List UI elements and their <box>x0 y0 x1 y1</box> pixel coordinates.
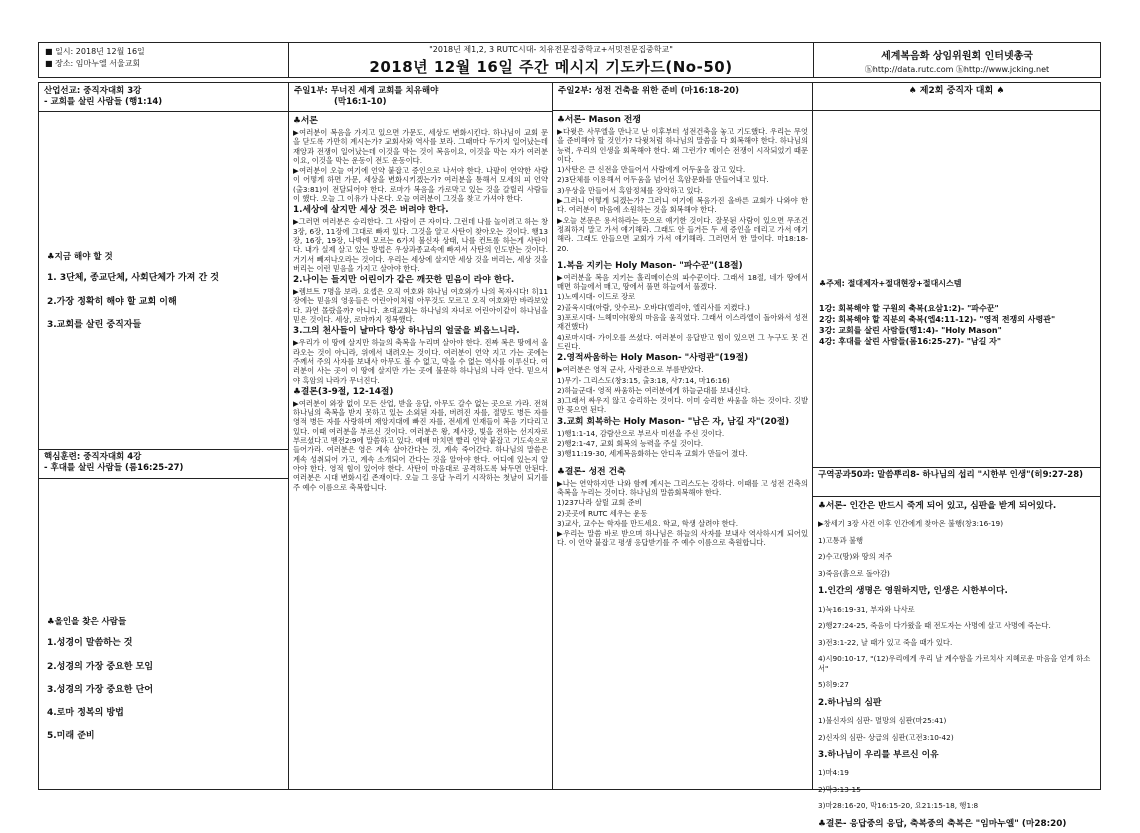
list-item: 1. 3단체, 종교단체, 사회단체가 가져 간 것 <box>47 273 219 284</box>
column-leaders-conference <box>813 83 1100 829</box>
lecture-item: 3강: 교회를 살린 사람들(행1:4)- "Holy Mason" <box>819 326 1002 335</box>
paragraph: 1)마4:19 <box>818 768 849 778</box>
col3-body <box>553 111 812 551</box>
paragraph: 1)행1:1-14, 감람산으로 부르사 미션을 주신 것이다. <box>557 428 725 438</box>
paragraph: ▶렘브트 7명을 보라. 요셉은 오직 여호와 하나님 여호와가 나의 목자시다! 히11장에는 믿음의 영웅들은 어린아이처럼 아무것도 모르고 오직 여호와만 바라보았다. 과연 몰랐을까? 아니다. 초대교회는 하나님의 자녀로 어린아이같이 하나님을 믿은 것이다. 세상, 로마까지 정복했다. <box>293 287 548 325</box>
paragraph: 3)교사, 교수는 학자를 만드세요. 학교, 학생 살려야 한다. <box>557 518 739 528</box>
paragraph: 4)로마시대- 가이오를 쓰셨다. 여러분이 응답받고 힘이 있으면 그 누구도 못 건드린다. <box>557 332 808 351</box>
header-title-block <box>289 43 814 77</box>
paragraph: 2)수고(땅)와 땅의 저주 <box>818 552 893 562</box>
paragraph: 3)죽음(흙으로 돌아감) <box>818 569 890 579</box>
col2-intro-heading: ♣서론 <box>293 116 318 126</box>
list-item: 2.가장 정확히 해야 할 교회 이해 <box>47 296 177 307</box>
column-sunday2 <box>553 83 813 789</box>
place-text: ■ 장소: 임마누엘 서울교회 <box>45 59 141 68</box>
paragraph: ▶다윗은 사무엘을 만나고 난 이후부터 성전건축을 놓고 기도했다. 우리는 무엇을 준비해야 할 것인가? 다윗처럼 하나님의 말씀을 다 회복해야 한다. 하나님의 능력, 우리의 인생을 회복해야 한다. 왜 그런가? 메이슨 전쟁이 시작되었기 때문이다. <box>557 127 808 164</box>
paragraph: 1)고통과 불행 <box>818 535 864 545</box>
paragraph: 2)골육시대(아람, 앗수르)- 오바댜(엘리야, 엘리사를 지켰다.) <box>557 302 750 312</box>
list-item: 4.로마 정복의 방법 <box>47 708 124 719</box>
paragraph: ▶여러분을 복음 지키는 홀리메이슨의 파수꾼이다. 그래서 18절, 네가 땅에서 매면 하늘에서 매고, 땅에서 풀면 하늘에서 풀겠다. <box>557 272 808 292</box>
col1-section-now <box>39 253 288 330</box>
col2-title-line2: (막16:1-10) <box>334 97 387 107</box>
col4-title: ♠ 제2회 중직자 대회 ♠ <box>813 83 1100 111</box>
col1-title <box>39 83 288 112</box>
col1-core-training <box>39 449 288 479</box>
core-training-line2: - 후대를 살린 사람들 (롬16:25-27) <box>44 463 184 473</box>
col3-section2-heading: 2.영적싸움하는 Holy Mason- "사령관"(19절) <box>557 353 749 364</box>
paragraph: 3)마28:16-20, 막16:15-20, 요21:15-18, 행1:8 <box>818 801 979 811</box>
header-subtitle: "2018년 제1,2, 3 RUTC시대- 치유전문집중학교+서밋전문집중학교" <box>429 45 673 54</box>
col1-heading-now: ♣지금 해야 할 것 <box>47 252 113 262</box>
lecture-item: 4강: 후대를 살린 사람들(롬16:25-27)- "남길 자" <box>819 337 1002 346</box>
paragraph: ▶우리가 이 땅에 살지만 하늘의 축복을 누리며 살아야 한다. 진짜 복은 땅에서 올라오는 것이 아니라, 위에서 내려오는 것이다. 여러분이 언약 지고 가는 곳에는 주께서 주의 사자를 보내사 아무도 볼 수 없고, 막을 수 없는 역사를 이루신다. 여러분이 사는 곳이 이 땅에 살지만 가는 곳에 불문하 하나님의 나라 안다. 믿으셔야 흑암의 나라가 무너진다. <box>293 338 548 385</box>
core-training-line1: 핵심훈련: 중직자대회 4강 <box>44 452 142 462</box>
paragraph: ▶여러분이 오늘 여기에 언약 붙잡고 증인으로 나서야 한다. 나팔이 연약한 사람이 어떻게 하면 가문, 세상을 변화시키겠는가? 여러분을 통해서 모세의 피 언약(출3:81)이 전달되어야 한다. 로마가 복음을 가로막고 있는 것을 갈릴리 사람들이 했다. 오늘 그 이유가 나온다. 오늘 여러분이 그것을 찾고 가셔야 한다. <box>293 166 548 204</box>
paragraph: 2)행27:24-25, 죽음이 다가왔을 때 전도자는 사명에 살고 사명에 죽는다. <box>818 621 1051 631</box>
paragraph: 2)하늘군대- 영적 싸움하는 여러분에게 하늘군대를 보내신다. <box>557 385 751 395</box>
col3-title: 주일2부: 성전 건축을 위한 준비 (마16:18-20) <box>553 83 812 111</box>
paragraph: 1)눅16:19-31, 부자와 나사로 <box>818 604 915 614</box>
col2-body <box>289 112 552 495</box>
paragraph: ▶우리는 말씀 바로 받으며 하나님은 하늘의 사자를 보내사 역사하시게 되어있다. 이 언약 붙잡고 평생 응답받기를 주 예수 이름으로 축원합니다. <box>557 529 808 548</box>
paragraph: 2)행2:1-47, 교회 회복의 능력을 주실 것이다. <box>557 439 704 449</box>
list-item: 3.성경의 가장 중요한 단어 <box>47 684 154 695</box>
list-item: 5.미래 준비 <box>47 731 95 742</box>
list-item: 1.성경이 말씀하는 것 <box>47 638 133 649</box>
list-item: 3.교회를 살린 중직자들 <box>47 319 142 330</box>
paragraph: 1)237나라 살릴 교회 준비 <box>557 498 642 508</box>
prayer-card <box>38 42 1101 829</box>
paragraph: 2)막3:13-15 <box>818 784 861 794</box>
paragraph: ▶나는 연약하지만 나와 함께 계시는 그리스도는 강하다. 이때를 고 성전 건축의 축복을 누리는 것이다. 하나님의 말씀회복해야 한다. <box>557 478 808 497</box>
paragraph: 3)그래서 싸우지 않고 승리하는 것이다. 이미 승리한 싸움을 하는 것이다. 깃발만 꽂으면 된다. <box>557 396 808 415</box>
col2-title-line1: 주일1부: 무너진 세계 교회를 치유해야 <box>294 86 439 96</box>
paragraph: ▶여러분은 영적 군사, 사령관으로 부름받았다. <box>557 365 704 375</box>
paragraph: ▶여러분이 와장 없이 모든 산업, 받을 응답, 아무도 갈수 없는 곳으로 가라. 전혀 하나님의 축복을 받지 못하고 있는 소외된 자를, 버려진 자를, 절망도 병든 자를 영적 병든 자를 사랑하며 재앙지대에 빠진 자를, 전세계 인재들이 복음 기다리고 있다. 이때 여러분을 부르신 것이다. 여러분은 왕, 제사장, 빛을 전하는 선지자로 부르셨다고 벧전2:9에 말씀하고 있다. 예배 마치면 빨리 언약 붙잡고 기도속으로 들어가라. 여러분은 영은 계속 살아간다는 것, 계속 죽어간다. 하나님의 말씀은 계속 성취되어 가고, 계속 소개되어 간다는 것을 알아야 한다. 어디에 있는지 알아야 한다. 영적 힘이 있어야 한다. 사탄이 마음대로 공격하도록 놔두면 안된다. 여러분은 시대 변화시킬 존재이다. 오늘 그 응답 누리기 시작하는 첫날이 되기를 주 예수 이름으로 축복합니다. <box>293 398 548 492</box>
col4-body <box>813 497 1100 833</box>
page-title: 2018년 12월 16일 주간 메시지 기도카드(No-50) <box>369 58 733 76</box>
paragraph: 3)전3:1-22, 날 때가 있고 죽을 때가 있다. <box>818 637 953 647</box>
org-urls: ⓗhttp://data.rutc.com ⓗhttp://www.jcking.net <box>864 65 1050 74</box>
paragraph: ▶오늘 본문은 용서하라는 뜻으로 얘기한 것이다. 잘못된 사람이 있으면 무조건 정죄하지 말고 가서 얘기해라. 그래도 안 들거든 두 세 증인을 데리고 가서 얘기해라. 그래도 안들으면 교회가 가서 얘기해라. 그러면서 한 말이다. 마18:18-20. <box>557 215 808 253</box>
paragraph: 1)무기- 그리스도(창3:15, 출3:18, 사7:14, 마16:16) <box>557 375 730 385</box>
lecture-item: 1강: 회복해야 할 구원의 축복(요삼1:2)- "파수꾼" <box>819 304 999 313</box>
col2-title <box>289 83 552 112</box>
header-org <box>814 43 1100 77</box>
paragraph: 3)포로시대- 느헤미야(왕의 마음을 움직였다. 그래서 이스라엘이 돌아와서 성전 재건했다) <box>557 313 808 332</box>
paragraph: ▶창세기 3장 사건 이후 인간에게 찾아온 불행(창3:16-19) <box>818 519 1004 529</box>
paragraph: 5)히9:27 <box>818 680 849 690</box>
paragraph: 1)사탄은 큰 신전을 만들어서 사람에게 어두움을 잡고 있다. <box>557 165 746 175</box>
paragraph: 1)불신자의 심판- 멸망의 심판(마25:41) <box>818 715 947 725</box>
col4-conclusion: ♣결론- 응답중의 응답, 축복중의 축복은 "임마누엘" (마28:20) <box>818 818 1067 829</box>
col4-section3-heading: 3.하나님이 우리를 부르신 이유 <box>818 749 939 760</box>
paragraph: 3)행11:19-30, 세계복음화하는 안디옥 교회가 만들어 졌다. <box>557 449 748 459</box>
col3-intro-heading: ♣서론- Mason 전쟁 <box>557 115 641 125</box>
paragraph: ▶그러면 여러분은 승리한다. 그 사람이 큰 자이다. 그런데 나를 놀이려고 하는 창3장, 6장, 11장에 그대로 빠져 있다. 그것을 알고 사탄이 찾아오는 것이다. 행13장, 16장, 19장, 나박에 모르는 6가지 불신자 상태, 나를 컨트롤 하는게 사탄이다. 내가 실제 살고 있는 방법은 우상과종교속에 빠져서 사탄의 인도받는 것이다. 거기서 빼져나오라는 것이다. 우리는 세상에 살지만 세상 것을 버리는, 세상 것을 버리는 이런 믿음을 가지고 살아야 한다. <box>293 217 548 273</box>
col3-conclusion-heading: ♣결론- 성전 건축 <box>557 466 626 477</box>
col4-section1-heading: 1.인간의 생명은 영원하지만, 인생은 시한부이다. <box>818 586 1008 597</box>
date-text: ■ 일시: 2018년 12월 16일 <box>45 47 145 56</box>
column-industrial-mission <box>39 83 289 789</box>
col1-title-line1: 산업선교: 중직자대회 3강 <box>44 86 142 96</box>
paragraph: ▶여러분이 복음을 가지고 있으면 가문도, 세상도 변화시킨다. 하나님이 교회 문을 닫도록 가만히 계시는가? 교회사와 역사를 보라. 그때마다 두가지 일어났는데 재앙과 전쟁이 일어났는데 이것을 막는 것이 복음이요, 이것을 막는 자가 여러분이요, 이것을 막는 운동이 전도 운동이다. <box>293 128 548 165</box>
header-info <box>39 43 289 77</box>
paragraph: 2)곳곳에 RUTC 세우는 운동 <box>557 508 648 518</box>
col1-section-allin <box>39 618 288 742</box>
col2-section3-heading: 3.그의 천사들이 날마다 항상 하나님의 얼굴을 뵈옵느니라. <box>293 326 520 337</box>
col1-heading-allin: ♣올인을 찾은 사람들 <box>47 617 127 627</box>
paragraph: 1)노예시대- 이드로 장로 <box>557 292 636 302</box>
column-sunday1 <box>289 83 553 789</box>
col4-lectures <box>813 278 1100 347</box>
col3-section3-heading: 3.교회 회복하는 Holy Mason- "남은 자, 남길 자"(20절) <box>557 416 790 427</box>
col1-title-line2: - 교회를 살린 사람들 (행1:14) <box>44 97 163 107</box>
paragraph: ▶그러니 어떻게 되겠는가? 그러니 여기에 복음가진 올바른 교회가 나와야 한다. 여러분이 마음에 소원하는 것을 회복해야 한다. <box>557 196 808 215</box>
col4-theme: ♣주제: 절대제자+절대현장+절대시스템 <box>819 279 962 288</box>
col4-intro-heading: ♣서론- 인간은 반드시 죽게 되어 있고, 심판을 받게 되어있다. <box>818 501 1057 511</box>
lecture-item: 2강: 회복해야 할 직분의 축복(엡4:11-12)- "영적 전쟁의 사령관" <box>819 315 1056 324</box>
paragraph: 4)시90:10-17, "(12)우리에게 우리 날 계수함을 가르치사 지혜로운 마음을 얻게 하소서" <box>818 654 1091 673</box>
paragraph: 2)신자의 심판- 상급의 심판(고전3:10-42) <box>818 732 954 742</box>
col3-section1-heading: 1.복음 지키는 Holy Mason- "파수꾼"(18절) <box>557 260 743 271</box>
header <box>38 42 1101 78</box>
col2-section2-heading: 2.나이는 들지만 어린이가 같은 깨끗한 믿음이 라야 한다. <box>293 275 515 286</box>
paragraph: 3)우상을 만들어서 흑암정체를 장악하고 있다. <box>557 185 703 195</box>
paragraph: 2)3단체를 이용해서 어두움을 넘어선 흑암문화를 만들어내고 있다. <box>557 175 769 185</box>
list-item: 2.성경의 가장 중요한 모임 <box>47 661 154 672</box>
col4-section2-heading: 2.하나님의 심판 <box>818 697 882 708</box>
col2-conclusion-heading: ♣결론(3-9절, 12-14절) <box>293 386 394 397</box>
content-grid <box>38 82 1101 829</box>
col4-cell-lesson: 구역공과50과: 말씀뿌리8- 하나님의 섭리 "시한부 인생"(히9:27-28) <box>813 467 1100 497</box>
org-name: 세계복음화 상임위원회 인터넷총국 <box>881 51 1033 62</box>
col2-section1-heading: 1.세상에 살지만 세상 것은 버려야 한다. <box>293 205 449 216</box>
